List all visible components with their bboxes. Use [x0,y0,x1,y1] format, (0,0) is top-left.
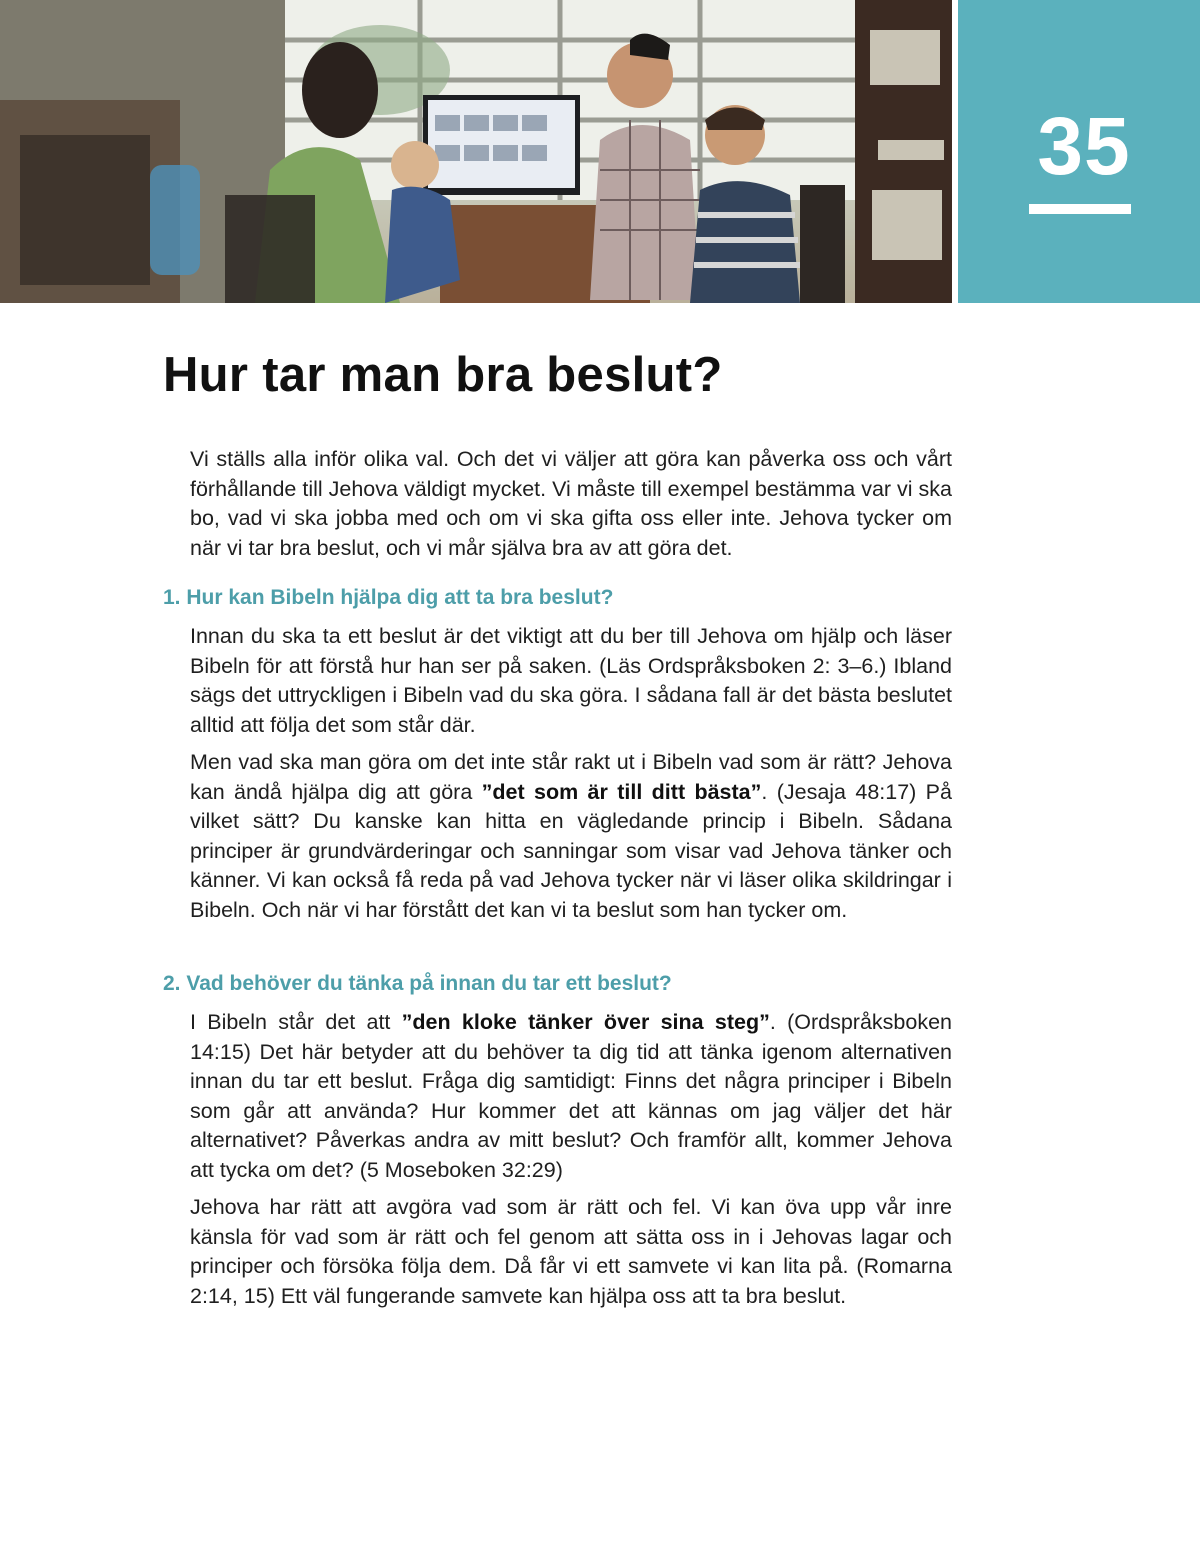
section-2-question: 2. Vad behöver du tänka på innan du tar ett beslut? [163,972,672,995]
section-1-paragraph-1: Innan du ska ta ett beslut är det viktigt att du ber till Jehova om hjälp och läser Bibeln för att förstå hur han ser på saken. (Läs Ordspråksboken 2: 3–6.) Ibland sägs det uttryckligen i Bibeln vad du ska göra. I sådana fall är det bästa beslutet alltid att följa det som står där. [190,624,952,737]
emphasis: ”det som är till ditt bästa” [481,779,762,804]
chapter-underline [1029,204,1131,214]
section-2-paragraph-1: I Bibeln står det att ”den kloke tänker över sina steg”. (Ordspråksboken 14:15) Det här betyder att du behöver ta dig tid att tänka igenom alternativen innan du tar ett beslut. Fråga dig samtidigt: Finns det några principer i Bibeln som går att använda? Hur kommer det att kännas om jag väljer det här alternativet? Påverkas andra av mitt beslut? Och framför allt, kommer Jehova att tycka om det? (5 Moseboken 32:29) [190,1010,952,1182]
intro-paragraph: Vi ställs alla inför olika val. Och det vi väljer att göra kan påverka oss och vårt förhållande till Jehova väldigt mycket. Vi måste till exempel bestämma var vi ska bo, vad vi ska jobba med och om vi ska gifta oss eller inte. Jehova tycker om när vi tar bra beslut, och vi mår själva bra av att göra det. [190,447,952,560]
header-photo [0,0,952,303]
chapter-number: 35 [1037,101,1131,192]
intro [190,445,952,571]
chapter-number-box [958,0,1200,303]
page-title: Hur tar man bra beslut? [163,348,723,402]
family-at-computer-photo [0,0,952,303]
section-1-paragraph-2: Men vad ska man göra om det inte står rakt ut i Bibeln vad som är rätt? Jehova kan ändå hjälpa dig att göra ”det som är till ditt bästa”. (Jesaja 48:17) På vilket sätt? Du kanske kan hitta en vägledande princip i Bibeln. Sådana principer är grundvärderingar och sanningar som visar vad Jehova tänker och känner. Vi kan också få reda på vad Jehova tycker när vi läser olika skildringar i Bibeln. Och när vi har förstått det kan vi ta beslut som han tycker om. [190,750,952,922]
emphasis: ”den kloke tänker över sina steg” [401,1010,770,1034]
section-2-paragraph-2: Jehova har rätt att avgöra vad som är rätt och fel. Vi kan öva upp vår inre känsla för vad som är rätt och fel genom att sätta oss in i Jehovas lagar och principer och försöka följa dem. Då får vi ett samvete vi kan lita på. (Romarna 2:14, 15) Ett väl fungerande samvete kan hjälpa oss att ta bra beslut. [190,1195,952,1308]
section-1-question: 1. Hur kan Bibeln hjälpa dig att ta bra beslut? [163,586,614,609]
section-2 [163,970,952,1319]
section-1 [163,584,952,933]
